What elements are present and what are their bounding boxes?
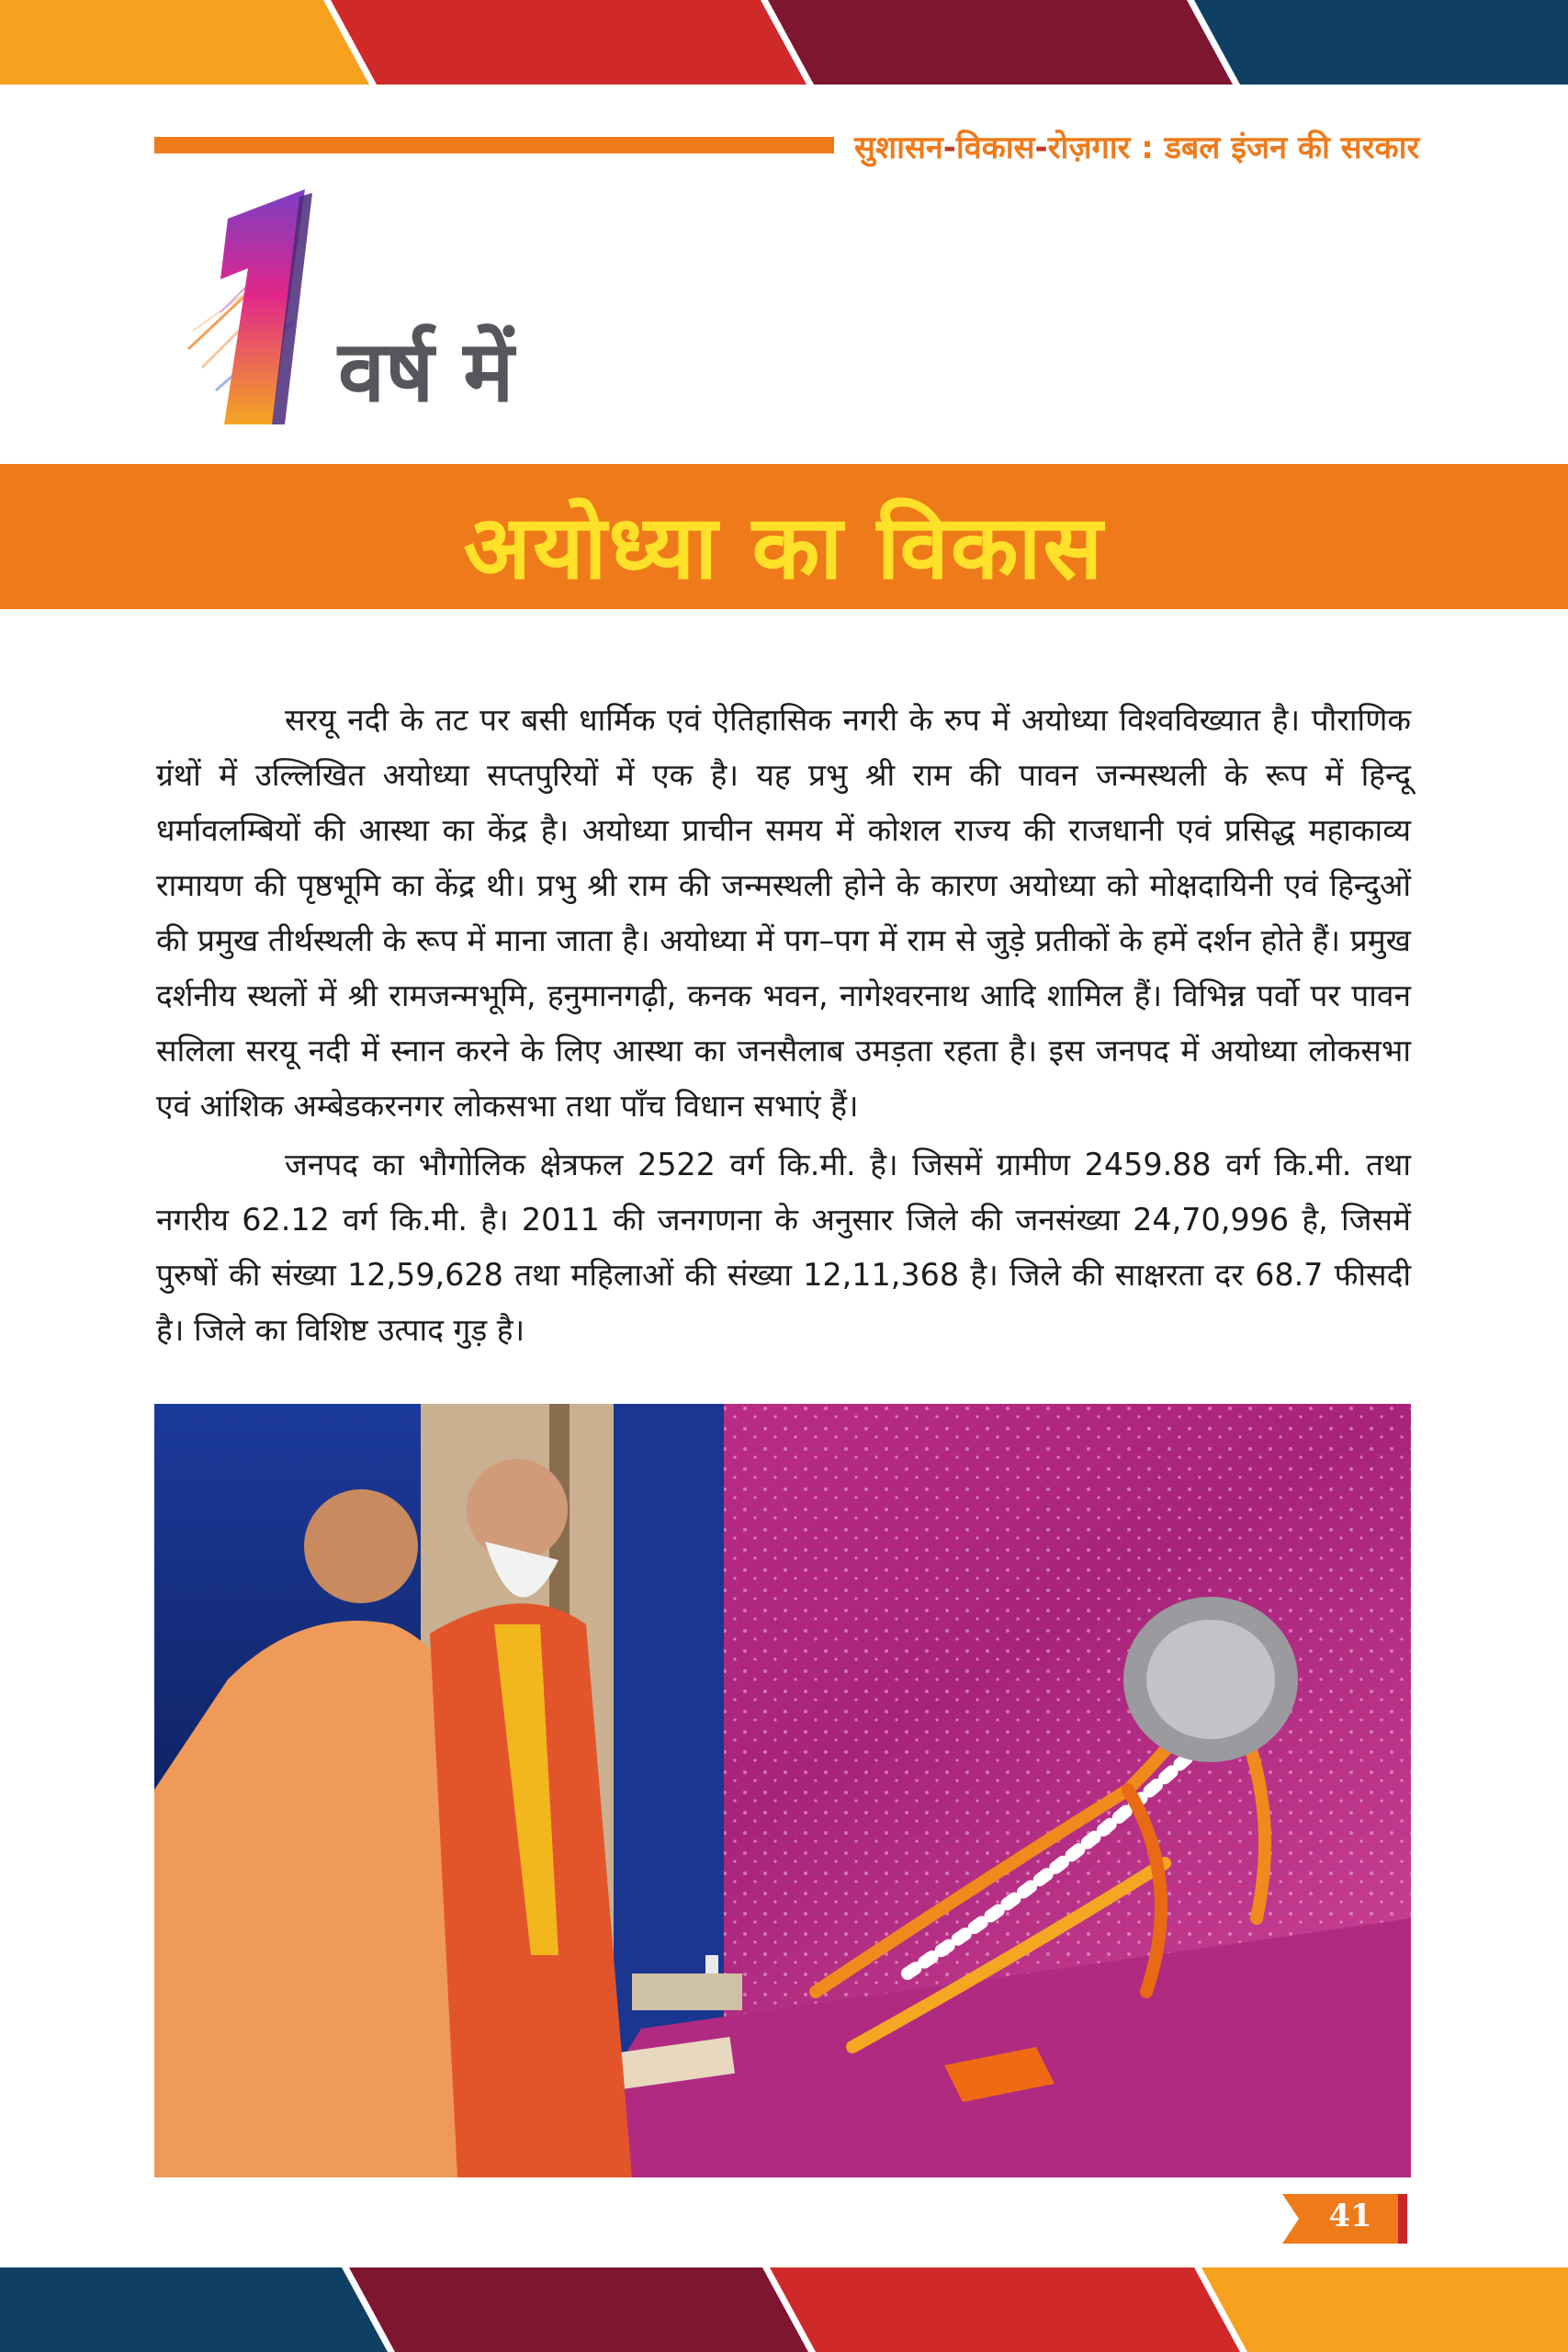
title-banner <box>0 464 1568 609</box>
header-tagline: सुशासन-विकास-रोज़गार : डबल इंजन की सरकार <box>854 130 1420 166</box>
year-label: वर्ष में <box>338 322 514 421</box>
page-number: 41 <box>1328 2198 1372 2234</box>
page-title: अयोध्या का विकास <box>463 495 1105 599</box>
ceremony-photo <box>154 1404 1411 2177</box>
header-rule <box>154 137 834 153</box>
paragraph-2: जनपद का भौगोलिक क्षेत्रफल 2522 वर्ग कि.मी. है। जिसमें ग्रामीण 2459.88 वर्ग कि.मी. तथा नगरीय 62.12 वर्ग कि.मी. है। 2011 की जनगणना के अनुसार जिले की जनसंख्या 24,70,996 है, जिसमें पुरुषों की संख्या 12,59,628 तथा महिलाओं की संख्या 12,11,368 है। जिले की साक्षरता दर 68.7 फीसदी है। जिले का विशिष्ट उत्पाद गुड़ है। <box>156 1147 1411 1348</box>
year-one-graphic <box>184 184 340 432</box>
tagline-part-2: विकास <box>955 130 1035 166</box>
bottom-color-band <box>0 2267 1568 2352</box>
paragraph-1: सरयू नदी के तट पर बसी धार्मिक एवं ऐतिहासिक नगरी के रुप में अयोध्या विश्वविख्यात है। पौराणिक ग्रंथों में उल्लिखित अयोध्या सप्तपुरियों में एक है। यह प्रभु श्री राम की पावन जन्मस्थली के रूप में हिन्दू धर्मावलम्बियों की आस्था का केंद्र है। अयोध्या प्राचीन समय में कोशल राज्य की राजधानी एवं प्रसिद्ध महाकाव्य रामायण की पृष्ठभूमि का केंद्र थी। प्रभु श्री राम की जन्मस्थली होने के कारण अयोध्या को मोक्षदायिनी एवं हिन्दुओं की प्रमुख तीर्थस्थली के रूप में माना जाता है। अयोध्या में पग–पग में राम से जुड़े प्रतीकों के हमें दर्शन होते हैं। प्रमुख दर्शनीय स्थलों में श्री रामजन्मभूमि, हनुमानगढ़ी, कनक भवन, नागेश्वरनाथ आदि शामिल हैं। विभिन्न पर्वो पर पावन सलिला सरयू नदी में स्नान करने के लिए आस्था का जनसैलाब उमड़ता रहता है। इस जनपद में अयोध्या लोकसभा एवं आंशिक अम्बेडकरनगर लोकसभा तथा पाँच विधान सभाएं हैं। <box>156 702 1411 1124</box>
tagline-part-1: सुशासन <box>854 130 943 166</box>
top-color-band <box>0 0 1568 85</box>
article-body <box>156 693 1411 1358</box>
tagline-part-3: रोज़गार : डबल इंजन की सरकार <box>1047 130 1420 166</box>
